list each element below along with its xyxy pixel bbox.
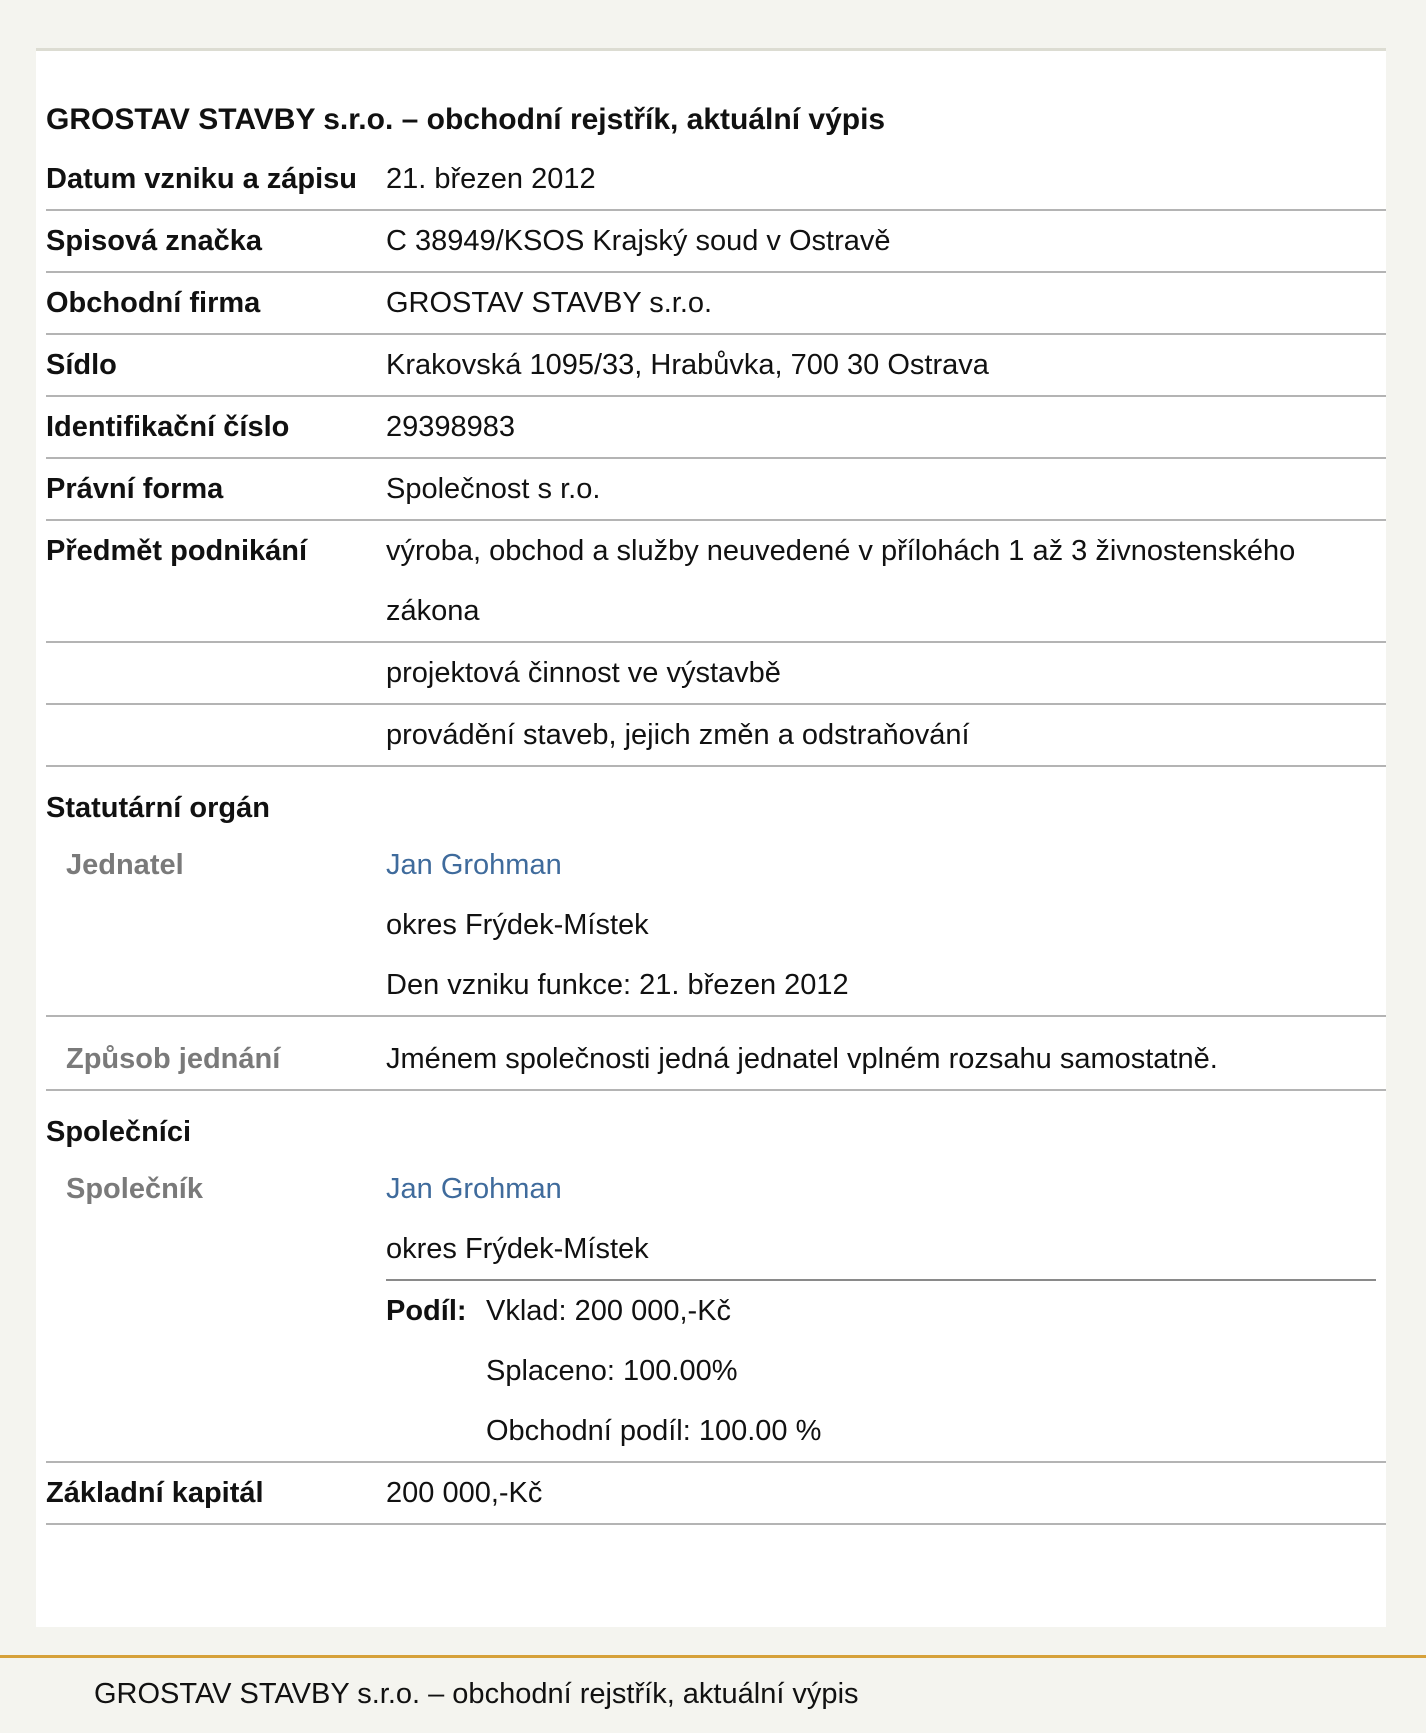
- footer-text: GROSTAV STAVBY s.r.o. – obchodní rejstřík, aktuální výpis: [94, 1678, 859, 1710]
- jednatel-funkce: Den vzniku funkce: 21. březen 2012: [386, 969, 849, 1001]
- spolecnik-name-link[interactable]: Jan Grohman: [386, 1173, 562, 1205]
- label-datum: Datum vzniku a zápisu: [46, 149, 386, 210]
- value-forma: Společnost s r.o.: [386, 458, 1386, 520]
- row-datum: [46, 149, 1386, 210]
- spolecnik-okres: okres Frýdek-Místek: [386, 1233, 649, 1265]
- row-predmet: [46, 520, 1386, 642]
- label-predmet: Předmět podnikání: [46, 520, 386, 642]
- footer: [0, 1655, 1426, 1733]
- label-spolecnik: Společník: [46, 1159, 386, 1462]
- section-spolecnici: [46, 1090, 1386, 1159]
- row-spolecnik: [46, 1159, 1386, 1462]
- podil-vklad: Vklad: 200 000,-Kč: [486, 1295, 732, 1327]
- jednatel-name-link[interactable]: Jan Grohman: [386, 849, 562, 881]
- value-predmet-3: provádění staveb, jejich změn a odstraňování: [386, 704, 1386, 766]
- label-firma: Obchodní firma: [46, 272, 386, 334]
- label-jednatel: Jednatel: [46, 835, 386, 1016]
- value-zpusob: Jménem společnosti jedná jednatel vplném rozsahu samostatně.: [386, 1016, 1386, 1090]
- label-sidlo: Sídlo: [46, 334, 386, 396]
- value-spis: C 38949/KSOS Krajský soud v Ostravě: [386, 210, 1386, 272]
- value-sidlo: Krakovská 1095/33, Hrabůvka, 700 30 Ostrava: [386, 334, 1386, 396]
- page-title: GROSTAV STAVBY s.r.o. – obchodní rejstřík, aktuální výpis: [46, 103, 886, 136]
- section-statutarni: [46, 766, 1386, 835]
- row-jednatel: [46, 835, 1386, 1016]
- row-predmet-3: [46, 704, 1386, 766]
- label-forma: Právní forma: [46, 458, 386, 520]
- podil-label: Podíl:: [386, 1295, 467, 1327]
- register-card: [36, 48, 1386, 1627]
- heading-statutarni: Statutární orgán: [46, 792, 270, 824]
- value-predmet-1: výroba, obchod a služby neuvedené v přílohách 1 až 3 živnostenského zákona: [386, 520, 1386, 642]
- value-firma: GROSTAV STAVBY s.r.o.: [386, 272, 1386, 334]
- label-zpusob: Způsob jednání: [46, 1016, 386, 1090]
- row-ico: [46, 396, 1386, 458]
- label-kapital: Základní kapitál: [46, 1462, 386, 1524]
- podil-splaceno: Splaceno: 100.00%: [486, 1355, 738, 1387]
- podil-obchodni: Obchodní podíl: 100.00 %: [486, 1415, 822, 1447]
- row-forma: [46, 458, 1386, 520]
- heading-spolecnici: Společníci: [46, 1116, 192, 1148]
- value-predmet-2: projektová činnost ve výstavbě: [386, 642, 1386, 704]
- label-spis: Spisová značka: [46, 210, 386, 272]
- row-predmet-2: [46, 642, 1386, 704]
- row-zpusob: [46, 1016, 1386, 1090]
- label-ico: Identifikační číslo: [46, 396, 386, 458]
- value-kapital: 200 000,-Kč: [386, 1462, 1386, 1524]
- row-spis: [46, 210, 1386, 272]
- jednatel-okres: okres Frýdek-Místek: [386, 909, 649, 941]
- value-datum: 21. březen 2012: [386, 149, 1386, 210]
- podil-block: [386, 1279, 1376, 1461]
- row-sidlo: [46, 334, 1386, 396]
- value-ico: 29398983: [386, 396, 1386, 458]
- row-firma: [46, 272, 1386, 334]
- register-table: [46, 149, 1386, 1525]
- row-kapital: [46, 1462, 1386, 1524]
